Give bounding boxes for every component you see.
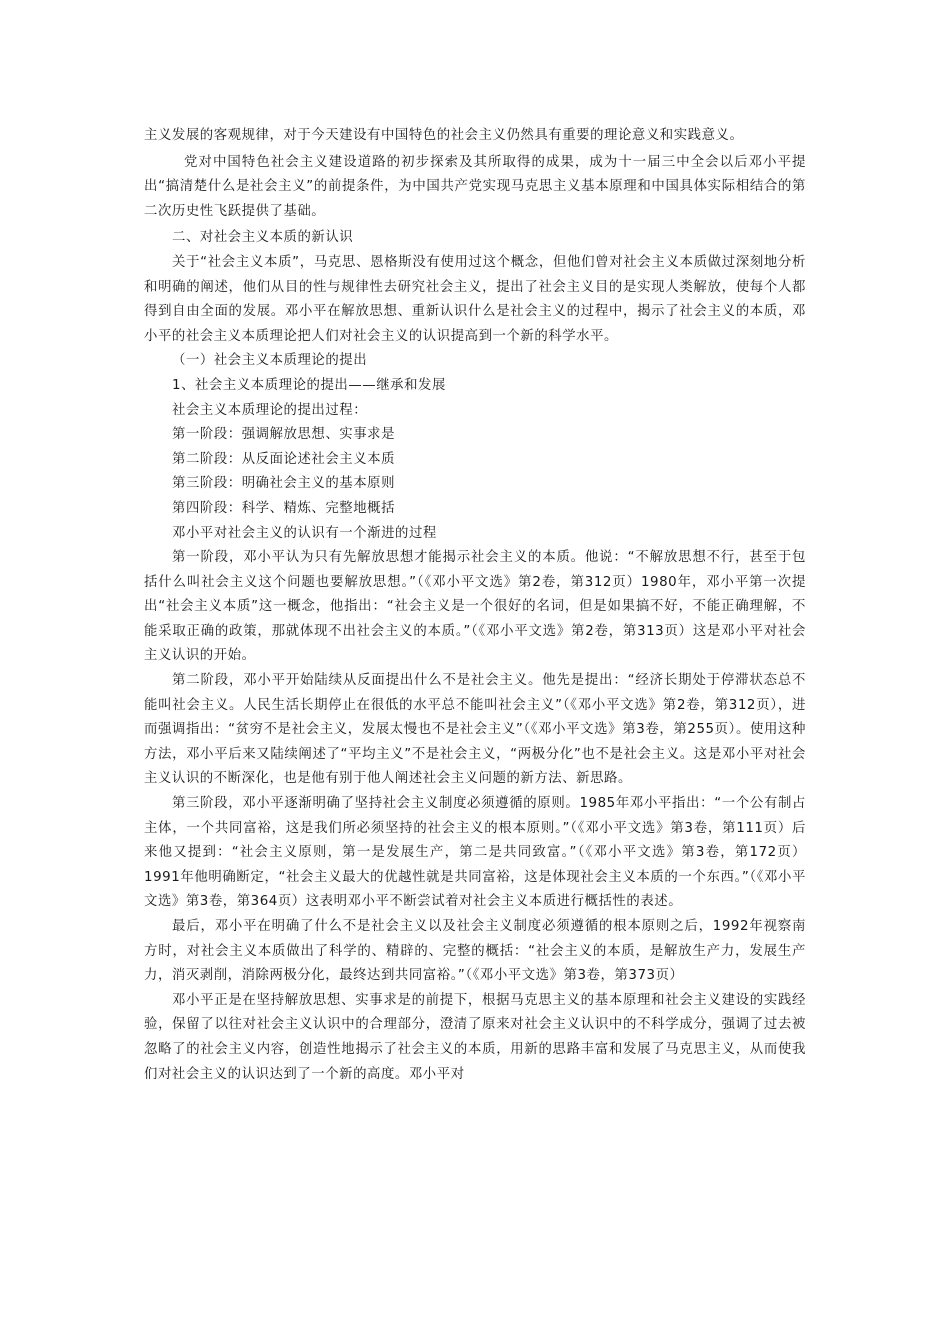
- list-intro: 社会主义本质理论的提出过程：: [172, 402, 368, 418]
- paragraph-stage-1: 第一阶段，邓小平认为只有先解放思想才能揭示社会主义的本质。他说：“不解放思想不行，甚至于包括什么叫社会主义这个问题也要解放思想。”（《邓小平文选》第2卷，第312页）1980年，邓小平第一次提出“社会主义本质”这一概念，他指出：“社会主义是一个很好的名词，但是如果搞不好，不能正确理解，不能采取正确的政策，那就体现不出社会主义的本质。”（《邓小平文选》第2卷，第313页）这是邓小平对社会主义认识的开始。: [144, 550, 806, 664]
- subsection-heading-inherit: 1、社会主义本质理论的提出——继承和发展: [172, 377, 446, 393]
- list-item-stage-4: 第四阶段：科学、精炼、完整地概括: [172, 500, 396, 516]
- document-page: [144, 124, 806, 1087]
- paragraph-essence-intro: 关于“社会主义本质”，马克思、恩格斯没有使用过这个概念，但他们曾对社会主义本质做过深刻地分析和明确的阐述，他们从目的性与规律性去研究社会主义，提出了社会主义目的是实现人类解放，使每个人都得到自由全面的发展。邓小平在解放思想、重新认识什么是社会主义的过程中，揭示了社会主义的本质，邓小平的社会主义本质理论把人们对社会主义的认识提高到一个新的科学水平。: [144, 254, 806, 344]
- list-item-stage-2: 第二阶段：从反面论述社会主义本质: [172, 451, 396, 467]
- paragraph-final-stage: 最后，邓小平在明确了什么不是社会主义以及社会主义制度必须遵循的根本原则之后，1992年视察南方时，对社会主义本质做出了科学的、精辟的、完整的概括：“社会主义的本质，是解放生产力，发展生产力，消灭剥削，消除两极分化，最终达到共同富裕。”（《邓小平文选》第3卷，第373页）: [144, 919, 806, 984]
- paragraph-continuation: 主义发展的客观规律，对于今天建设有中国特色的社会主义仍然具有重要的理论意义和实践意义。: [144, 128, 744, 143]
- subsection-heading-proposal: （一）社会主义本质理论的提出: [172, 353, 368, 369]
- section-heading-essence: 二、对社会主义本质的新认识: [172, 230, 354, 246]
- paragraph-exploration-results: 党对中国特色社会主义建设道路的初步探索及其所取得的成果，成为十一届三中全会以后邓小平提出“搞清楚什么是社会主义”的前提条件，为中国共产党实现马克思主义基本原理和中国具体实际相结合的第二次历史性飞跃提供了基础。: [144, 154, 806, 219]
- list-item-stage-3: 第三阶段：明确社会主义的基本原则: [172, 476, 396, 492]
- paragraph-gradual-process: 邓小平对社会主义的认识有一个渐进的过程: [172, 525, 437, 541]
- list-item-stage-1: 第一阶段：强调解放思想、实事求是: [172, 427, 396, 443]
- paragraph-conclusion: 邓小平正是在坚持解放思想、实事求是的前提下，根据马克思主义的基本原理和社会主义建设的实践经验，保留了以往对社会主义认识中的合理部分，澄清了原来对社会主义认识中的不科学成分，强调了过去被忽略了的社会主义内容，创造性地揭示了社会主义的本质，用新的思路丰富和发展了马克思主义，从而使我们对社会主义的认识达到了一个新的高度。邓小平对: [144, 992, 806, 1082]
- paragraph-stage-2: 第二阶段，邓小平开始陆续从反面提出什么不是社会主义。他先是提出：“经济长期处于停滞状态总不能叫社会主义。人民生活长期停止在很低的水平总不能叫社会主义”（《邓小平文选》第2卷，第312页），进而强调指出：“贫穷不是社会主义，发展太慢也不是社会主义”（《邓小平文选》第3卷，第255页）。使用这种方法，邓小平后来又陆续阐述了“平均主义”不是社会主义，“两极分化”也不是社会主义。这是邓小平对社会主义认识的不断深化，也是他有别于他人阐述社会主义问题的新方法、新思路。: [144, 673, 806, 787]
- paragraph-stage-3: 第三阶段，邓小平逐渐明确了坚持社会主义制度必须遵循的原则。1985年邓小平指出：“一个公有制占主体，一个共同富裕，这是我们所必须坚持的社会主义的根本原则。”（《邓小平文选》第3卷，第111页）后来他又提到：“社会主义原则，第一是发展生产，第二是共同致富。”（《邓小平文选》第3卷，第172页）1991年他明确断定，“社会主义最大的优越性就是共同富裕，这是体现社会主义本质的一个东西。”（《邓小平文选》第3卷，第364页）这表明邓小平不断尝试着对社会主义本质进行概括性的表述。: [144, 796, 806, 910]
